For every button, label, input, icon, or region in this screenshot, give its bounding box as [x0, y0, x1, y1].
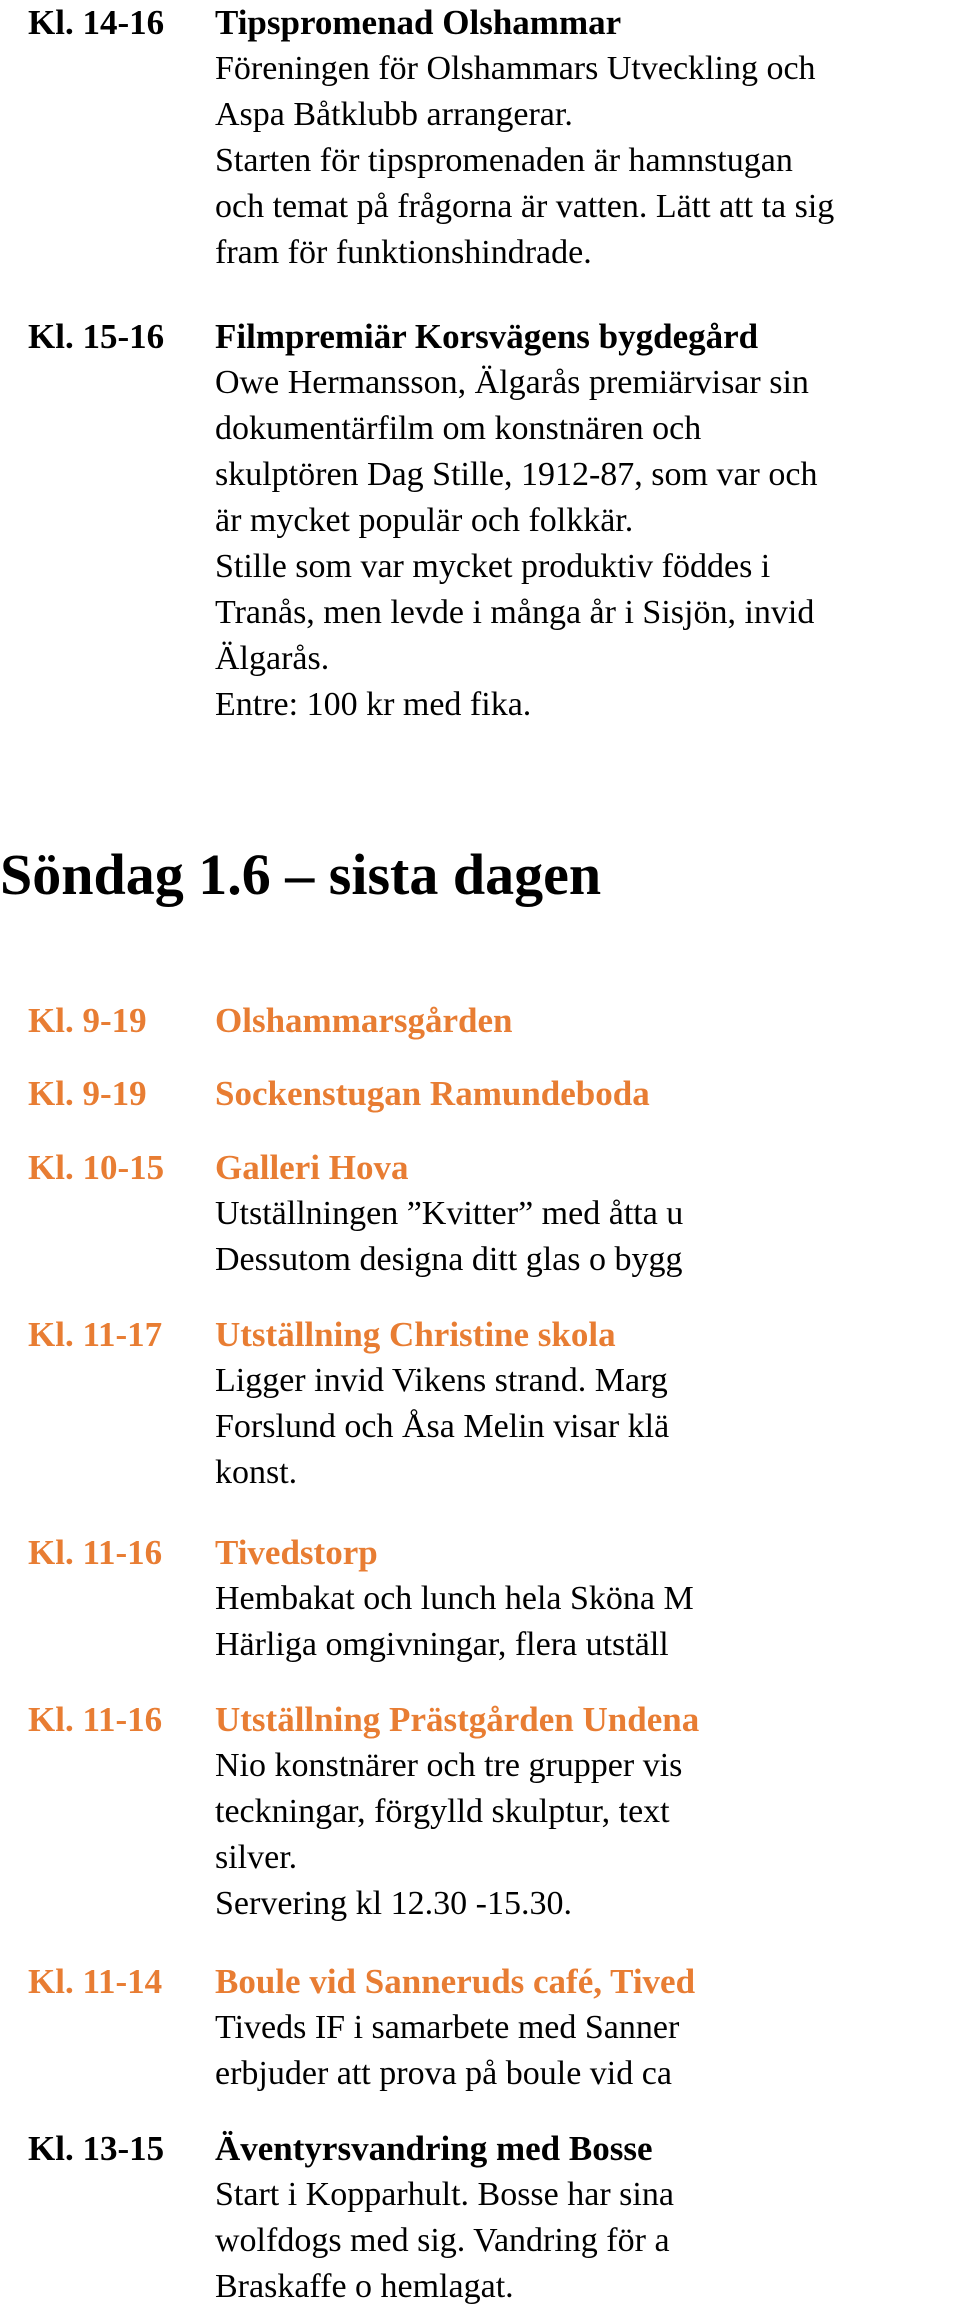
event-text-line: Tiveds IF i samarbete med Sanner: [215, 2009, 680, 2046]
event-title: Boule vid Sanneruds café, Tived: [215, 1962, 696, 2001]
event-title: Utställning Christine skola: [215, 1315, 616, 1354]
event-text-line: Servering kl 12.30 -15.30.: [215, 1885, 572, 1922]
event-title: Tivedstorp: [215, 1533, 378, 1572]
event-time: Kl. 15-16: [28, 317, 165, 356]
event-text-line: Dessutom designa ditt glas o bygg: [215, 1241, 683, 1278]
event-content: [215, 0, 834, 276]
event-text-line: Braskaffe o hemlagat.: [215, 2268, 514, 2305]
event-text-line: Utställningen ”Kvitter” med åtta u: [215, 1195, 684, 1232]
event-text-line: dokumentärfilm om konstnären och: [215, 410, 702, 447]
event-content: [215, 1697, 767, 1927]
event-text-line: Forslund och Åsa Melin visar klä: [215, 1408, 670, 1445]
event-title: Olshammarsgården: [215, 1001, 513, 1040]
event-content: [215, 1530, 767, 1668]
event-text-line: Tranås, men levde i många år i Sisjön, invid: [215, 594, 815, 631]
event-time: Kl. 11-16: [28, 1533, 163, 1572]
event-content: [215, 314, 817, 728]
event-title: Äventyrsvandring med Bosse: [215, 2129, 653, 2168]
event-text-line: och temat på frågorna är vatten. Lätt att ta sig: [215, 188, 835, 225]
event-text-line: Älgarås.: [215, 640, 330, 677]
event-text-line: Nio konstnärer och tre grupper vis: [215, 1747, 683, 1784]
event-content: [215, 1071, 767, 1117]
event-text-line: Start i Kopparhult. Bosse har sina: [215, 2176, 674, 2213]
event-time: Kl. 11-17: [28, 1315, 163, 1354]
event-time: Kl. 9-19: [28, 1074, 147, 1113]
event-time: Kl. 10-15: [28, 1148, 165, 1187]
event-text-line: Owe Hermansson, Älgarås premiärvisar sin: [215, 364, 809, 401]
event-time: Kl. 11-16: [28, 1700, 163, 1739]
event-time: Kl. 11-14: [28, 1962, 163, 2001]
event-text-line: Hembakat och lunch hela Sköna M: [215, 1580, 694, 1617]
event-time: Kl. 13-15: [28, 2129, 165, 2168]
event-time: Kl. 9-19: [28, 1001, 147, 1040]
event-text-line: Aspa Båtklubb arrangerar.: [215, 96, 573, 133]
event-text-line: silver.: [215, 1839, 298, 1876]
event-text-line: Stille som var mycket produktiv föddes i: [215, 548, 771, 585]
event-title: Tipspromenad Olshammar: [215, 3, 622, 42]
event-title: Sockenstugan Ramundeboda: [215, 1074, 650, 1113]
event-content: [215, 1312, 767, 1496]
event-text-line: Starten för tipspromenaden är hamnstugan: [215, 142, 793, 179]
event-text-line: Ligger invid Vikens strand. Marg: [215, 1362, 668, 1399]
event-title: Filmpremiär Korsvägens bygdegård: [215, 317, 759, 356]
event-text-line: är mycket populär och folkkär.: [215, 502, 634, 539]
event-content: [215, 1959, 767, 2097]
event-title: Utställning Prästgården Undena: [215, 1700, 700, 1739]
event-content: [215, 998, 767, 1044]
event-text-line: Föreningen för Olshammars Utveckling och: [215, 50, 816, 87]
event-text-line: konst.: [215, 1454, 298, 1491]
event-text-line: teckningar, förgylld skulptur, text: [215, 1793, 670, 1830]
event-title: Galleri Hova: [215, 1148, 409, 1187]
event-content: [215, 1145, 767, 1283]
event-text-line: Härliga omgivningar, flera utställ: [215, 1626, 669, 1663]
day-heading: Söndag 1.6 – sista dagen: [0, 842, 602, 907]
event-text-line: skulptören Dag Stille, 1912-87, som var och: [215, 456, 818, 493]
event-content: [215, 2126, 767, 2310]
event-text-line: fram för funktionshindrade.: [215, 234, 592, 271]
event-time: Kl. 14-16: [28, 3, 165, 42]
event-text-line: wolfdogs med sig. Vandring för a: [215, 2222, 670, 2259]
event-text-line: erbjuder att prova på boule vid ca: [215, 2055, 672, 2092]
event-text-line: Entre: 100 kr med fika.: [215, 686, 532, 723]
